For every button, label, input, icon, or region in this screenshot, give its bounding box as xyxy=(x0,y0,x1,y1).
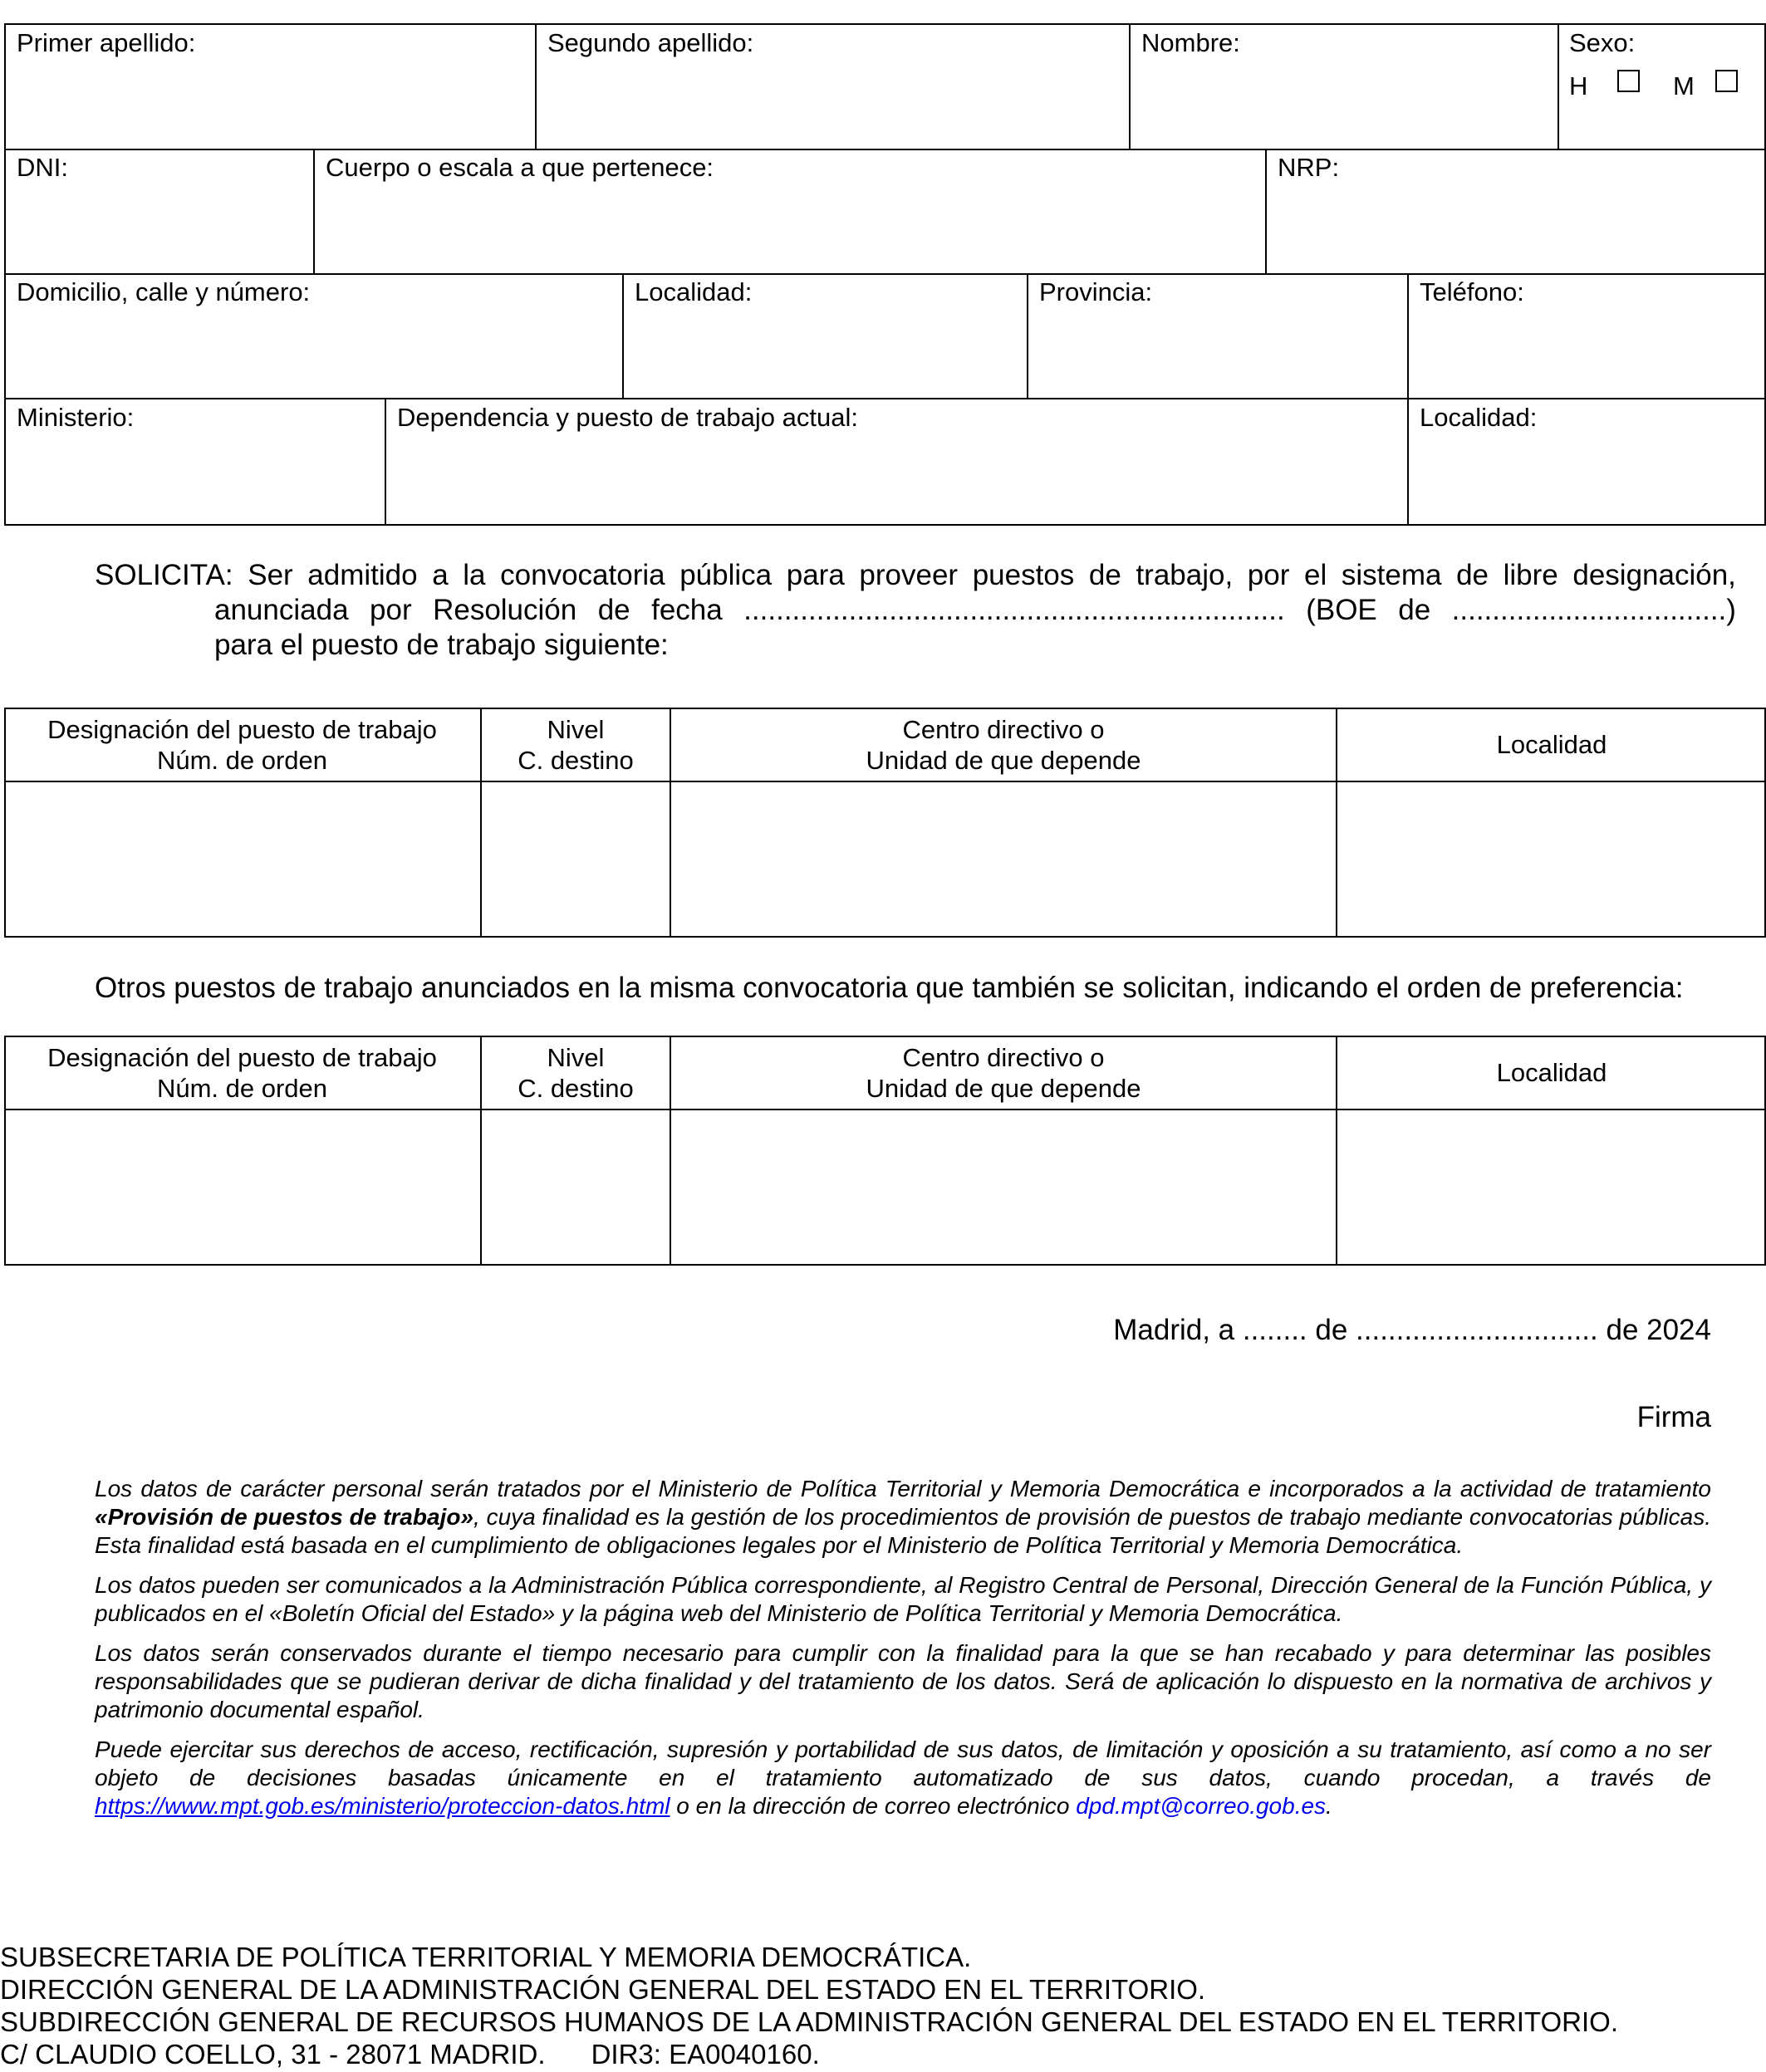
column-divider xyxy=(385,398,386,526)
dni-label: DNI: xyxy=(17,153,68,182)
column-divider xyxy=(1407,273,1409,399)
firma-label: Firma xyxy=(1636,1401,1711,1433)
solicita-word: sistema xyxy=(1341,559,1442,591)
primer-apellido-label: Primer apellido: xyxy=(17,28,196,57)
nivel-header-line-1: Nivel xyxy=(547,715,605,744)
column-divider xyxy=(535,23,537,149)
sexo-label: Sexo: xyxy=(1569,28,1636,57)
legal-p4-text-b: o en la dirección de correo electrónico xyxy=(670,1793,1077,1819)
centro-header-line-2: Unidad de que depende xyxy=(866,1074,1141,1103)
centro-header-line-2: Unidad de que depende xyxy=(866,746,1141,775)
sexo-m-checkbox[interactable] xyxy=(1715,70,1738,92)
nivel-header-line-1: Nivel xyxy=(547,1043,605,1072)
solicita-line-3: para el puesto de trabajo siguiente: xyxy=(214,629,669,661)
designacion-header-line-2: Núm. de orden xyxy=(156,746,328,775)
centro-header xyxy=(671,1042,1336,1104)
solicita-word: anunciada xyxy=(214,594,349,626)
nivel-header xyxy=(482,1042,670,1104)
footer-subsecretaria: SUBSECRETARIA DE POLÍTICA TERRITORIAL Y MEMORIA DEMOCRÁTICA. xyxy=(0,1942,972,1972)
solicita-word: SOLICITA: xyxy=(95,559,233,591)
solicita-word: proveer xyxy=(859,559,959,591)
column-divider xyxy=(1027,273,1028,399)
legal-paragraph-2: Los datos pueden ser comunicados a la Administración Pública correspondiente, al Registro Central de Personal, Dirección General de la Función Pública, y publicados en el «Boletín Oficial del Estado» y la página web del Ministerio de Política Territorial y Memoria Democrática. xyxy=(95,1572,1711,1626)
sexo-h-checkbox[interactable] xyxy=(1617,70,1640,92)
solicita-word: de xyxy=(1088,559,1121,591)
localidad-trabajo-label: Localidad: xyxy=(1420,403,1538,432)
footer-direccion-general: DIRECCIÓN GENERAL DE LA ADMINISTRACIÓN GENERAL DEL ESTADO EN EL TERRITORIO. xyxy=(0,1974,1206,2005)
solicita-word: por xyxy=(370,594,412,626)
solicita-word: Resolución xyxy=(433,594,577,626)
telefono-label: Teléfono: xyxy=(1420,277,1524,306)
localidad-header: Localidad xyxy=(1496,730,1607,759)
solicita-line-1 xyxy=(95,558,1736,593)
provincia-label: Provincia: xyxy=(1039,277,1153,306)
solicita-word: (BOE xyxy=(1306,594,1377,626)
sexo-m-label: M xyxy=(1673,71,1695,100)
sexo-h-label: H xyxy=(1569,71,1588,100)
ministerio-label: Ministerio: xyxy=(17,403,135,432)
solicita-word: por xyxy=(1247,559,1290,591)
column-divider xyxy=(1558,23,1559,149)
solicita-word: a xyxy=(432,559,449,591)
legal-notice xyxy=(95,1475,1711,1832)
designacion-header-line-1: Designación del puesto de trabajo xyxy=(47,715,437,744)
otros-puestos-text: Otros puestos de trabajo anunciados en la misma convocatoria que también se solicitan, indicando el orden de preferencia: xyxy=(95,972,1684,1004)
nivel-header-line-2: C. destino xyxy=(518,1074,634,1103)
localidad-header: Localidad xyxy=(1496,1058,1607,1087)
nivel-header xyxy=(482,714,670,776)
column-divider xyxy=(1265,149,1267,275)
segundo-apellido-label: Segundo apellido: xyxy=(547,28,754,57)
solicita-word: de xyxy=(597,594,630,626)
solicita-word: de xyxy=(1398,594,1431,626)
fecha-line: Madrid, a ........ de .............................. de 2024 xyxy=(1113,1314,1711,1346)
solicita-word: admitido xyxy=(307,559,418,591)
nombre-label: Nombre: xyxy=(1141,28,1240,57)
solicita-word: designación, xyxy=(1572,559,1736,591)
dpd-email-link[interactable]: dpd.mpt@correo.gob.es xyxy=(1076,1793,1327,1819)
designacion-header-line-2: Núm. de orden xyxy=(156,1074,328,1103)
legal-p1-text-a: Los datos de carácter personal serán tratados por el Ministerio de Política Territorial y Memoria Democrática e incorporados a la actividad de tratamiento xyxy=(95,1476,1711,1501)
solicita-word: ................................................................... xyxy=(743,594,1285,626)
solicita-word: trabajo, xyxy=(1136,559,1234,591)
row-divider xyxy=(4,398,1766,399)
designacion-header xyxy=(4,1042,480,1104)
legal-paragraph-3: Los datos serán conservados durante el tiempo necesario para cumplir con la finalidad para la que se han recabado y para determinar las posibles responsabilidades que se pudieran derivar de dicha finalidad y del tratamiento de los datos. Será de aplicación lo dispuesto en la normativa de archivos y patrimonio documental español. xyxy=(95,1640,1711,1722)
solicita-word: libre xyxy=(1503,559,1558,591)
table-header-divider xyxy=(4,1109,1766,1110)
solicita-word: fecha xyxy=(651,594,723,626)
row-divider xyxy=(4,149,1766,150)
footer-subdireccion: SUBDIRECCIÓN GENERAL DE RECURSOS HUMANOS DE LA ADMINISTRACIÓN GENERAL DEL ESTADO EN EL TERRITORIO. xyxy=(0,2006,1618,2037)
solicita-paragraph xyxy=(95,558,1736,663)
solicita-word: pública xyxy=(679,559,773,591)
solicita-word: la xyxy=(463,559,486,591)
column-divider xyxy=(1407,398,1409,526)
solicita-word: ..................................) xyxy=(1451,594,1736,626)
legal-p4-text-c: . xyxy=(1326,1793,1332,1819)
nrp-label: NRP: xyxy=(1278,153,1340,182)
column-divider xyxy=(313,149,315,275)
cuerpo-label: Cuerpo o escala a que pertenece: xyxy=(326,153,714,182)
dependencia-label: Dependencia y puesto de trabajo actual: xyxy=(397,403,858,432)
solicita-line-2 xyxy=(214,593,1736,628)
solicita-word: puestos xyxy=(972,559,1075,591)
legal-p4-text-a: Puede ejercitar sus derechos de acceso, rectificación, supresión y portabilidad de sus datos, de limitación y oposición a su tratamiento, así como a no ser objeto de decisiones basadas únicamente en el tratamiento automatizado de sus datos, cuando procedan, a través de xyxy=(95,1736,1711,1790)
table-header-divider xyxy=(4,781,1766,782)
domicilio-label: Domicilio, calle y número: xyxy=(17,277,311,306)
designacion-header-line-1: Designación del puesto de trabajo xyxy=(47,1043,437,1072)
proteccion-datos-link[interactable]: https://www.mpt.gob.es/ministerio/proteccion-datos.html xyxy=(95,1793,670,1819)
column-divider xyxy=(1129,23,1131,149)
centro-header xyxy=(671,714,1336,776)
solicita-word: para xyxy=(786,559,845,591)
legal-paragraph-4 xyxy=(95,1736,1711,1820)
designacion-header xyxy=(4,714,480,776)
solicita-word: de xyxy=(1456,559,1489,591)
column-divider xyxy=(622,273,624,399)
solicita-word: Ser xyxy=(248,559,293,591)
row-divider xyxy=(4,273,1766,275)
solicita-word: convocatoria xyxy=(500,559,665,591)
centro-header-line-1: Centro directivo o xyxy=(902,1043,1105,1072)
nivel-header-line-2: C. destino xyxy=(518,746,634,775)
centro-header-line-1: Centro directivo o xyxy=(902,715,1105,744)
legal-p1-bold: «Provisión de puestos de trabajo» xyxy=(95,1504,474,1530)
localidad-label: Localidad: xyxy=(635,277,753,306)
solicita-word: el xyxy=(1304,559,1327,591)
legal-paragraph-1 xyxy=(95,1475,1711,1560)
legal-p1-text-b: , cuya finalidad es la gestión de los procedimientos de provisión de puestos de trabajo mediante convocatorias públicas. Esta finalidad está basada en el cumplimiento de obligaciones legales por el Ministerio de Política Territorial y Memoria Democrática. xyxy=(95,1504,1711,1558)
footer-address: C/ CLAUDIO COELLO, 31 - 28071 MADRID. DIR3: EA0040160. xyxy=(0,2039,820,2070)
